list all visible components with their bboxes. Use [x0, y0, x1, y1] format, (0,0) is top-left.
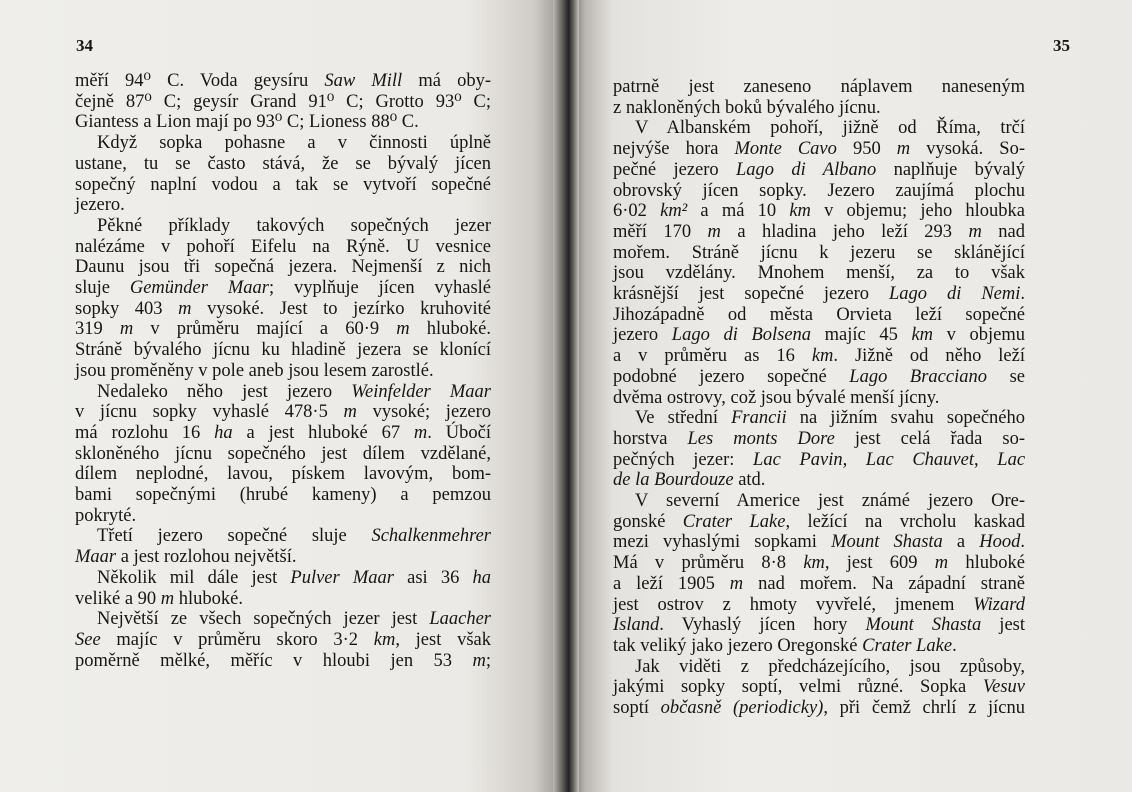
text-line: bami sopečnými (hrubé kameny) a pemzou	[75, 485, 491, 506]
text-line: Giantess a Lion mají po 93⁰ C; Lioness 88⁰ C.	[75, 112, 419, 133]
text-line: jezero Lago di Bolsena majíc 45 km v objemu	[613, 325, 1026, 346]
text-line: See majíc v průměru skoro 3·2 km, jest však	[75, 629, 491, 650]
right-page	[568, 0, 1132, 792]
book-gutter	[553, 0, 579, 792]
text-line: nejvýše hora Monte Cavo 950 m vysoká. So-	[613, 139, 1025, 160]
text-line: jezero.	[75, 195, 125, 216]
text-line: z nakloněných boků bývalého jícnu.	[613, 97, 881, 118]
text-line: obrovský jícen sopky. Jezero zaujímá plochu	[613, 180, 1025, 201]
text-line: V severní Americe jest známé jezero Ore-	[635, 491, 1025, 512]
text-line: sluje Gemünder Maar; vyplňuje jícen vyhaslé	[75, 278, 491, 299]
text-line: měří 170 m a hladina jeho leží 293 m nad	[613, 221, 1026, 242]
text-line: jsou proměněny v pole aneb jsou lesem zarostlé.	[75, 360, 434, 381]
text-line: a v průměru as 16 km. Jižně od něho leží	[613, 346, 1025, 367]
text-line: podobné jezero sopečné Lago Bracciano se	[613, 366, 1025, 387]
text-line: mořem. Stráně jícnu k jezeru se sklánějící	[613, 242, 1025, 263]
text-line: poměrně mělké, měříc v hloubi jen 53 m;	[75, 650, 491, 671]
text-line: 319 m v průměru mající a 60·9 m hluboké.	[75, 319, 491, 340]
page-text	[75, 71, 491, 671]
text-line: soptí občasně (periodicky), při čemž chrlí z jícnu	[613, 698, 1025, 719]
text-line: pečných jezer: Lac Pavin, Lac Chauvet, Lac	[613, 449, 1026, 470]
text-line: Jihozápadně od města Orvieta leží sopečné	[613, 304, 1025, 325]
text-line: Pěkné příklady takových sopečných jezer	[97, 215, 491, 236]
text-line: Jak viděti z předcházejícího, jsou způsoby,	[635, 656, 1025, 677]
text-line: skloněného jícnu sopečného jest dílem vzdělané,	[75, 443, 491, 464]
page-text	[613, 77, 1025, 719]
text-line: pokryté.	[75, 505, 137, 526]
text-line: patrně jest zaneseno náplavem naneseným	[613, 77, 1025, 97]
text-line: jsou vzdělány. Mnohem menší, za to však	[613, 263, 1025, 284]
text-line: tak veliký jako jezero Oregonské Crater Lake.	[613, 635, 957, 656]
text-line: krásnější jest sopečné jezero Lago di Nemi.	[613, 284, 1025, 305]
text-line: ustane, tu se často stává, že se bývalý jícen	[75, 153, 491, 174]
text-line: Island. Vyhaslý jícen hory Mount Shasta jest	[613, 615, 1026, 636]
text-line: horstva Les monts Dore jest celá řada so-	[613, 428, 1025, 449]
text-line: Nedaleko něho jest jezero Weinfelder Maar	[97, 381, 491, 402]
text-line: Ve střední Francii na jižním svahu sopečného	[635, 408, 1025, 429]
text-line: mezi vyhaslými sopkami Mount Shasta a Hood.	[613, 532, 1025, 553]
text-line: Největší ze všech sopečných jezer jest Laacher	[97, 609, 491, 630]
text-line: dvěma ostrovy, což jsou bývalé menší jícny.	[613, 387, 940, 408]
page-number: 35	[1053, 36, 1070, 55]
text-line: v jícnu sopky vyhaslé 478·5 m vysoké; jezero	[75, 402, 491, 423]
text-line: a leží 1905 m nad mořem. Na západní straně	[613, 573, 1025, 594]
text-line: V Albanském pohoří, jižně od Říma, trčí	[635, 118, 1025, 139]
page-number: 34	[76, 36, 93, 55]
text-line: sopečný naplní vodou a tak se vytvoří sopečné	[75, 174, 491, 195]
text-line: měří 94⁰ C. Voda geysíru Saw Mill má oby-	[75, 71, 491, 91]
text-line: dílem neplodné, lavou, pískem lavovým, bom-	[75, 464, 491, 485]
text-line: jakými sopky soptí, velmi různé. Sopka Vesuv	[613, 677, 1025, 698]
text-line: Třetí jezero sopečné sluje Schalkenmehrer	[97, 526, 491, 547]
text-line: 6·02 km² a má 10 km v objemu; jeho hloubka	[613, 201, 1025, 222]
text-line: Má v průměru 8·8 km, jest 609 m hluboké	[613, 553, 1025, 574]
text-line: má rozlohu 16 ha a jest hluboké 67 m. Úbočí	[75, 422, 491, 443]
text-line: jest ostrov z hmoty vyvřelé, jmenem Wizard	[613, 594, 1025, 615]
text-line: Stráně bývalého jícnu ku hladině jezera se klonící	[75, 340, 491, 361]
text-line: nalézáme v pohoří Eifelu na Rýně. U vesnice	[75, 236, 491, 257]
text-line: de la Bourdouze atd.	[613, 470, 766, 491]
text-line: sopky 403 m vysoké. Jest to jezírko kruhovité	[75, 298, 491, 319]
text-line: Několik mil dále jest Pulver Maar asi 36 ha	[97, 567, 491, 588]
text-line: pečné jezero Lago di Albano naplňuje bývalý	[613, 159, 1025, 180]
text-line: čejně 87⁰ C; geysír Grand 91⁰ C; Grotto 93⁰ C;	[75, 91, 491, 112]
text-line: veliké a 90 m hluboké.	[75, 588, 244, 609]
text-line: Když sopka pohasne a v činnosti úplně	[97, 133, 491, 154]
text-line: gonské Crater Lake, ležící na vrcholu kaskad	[613, 511, 1025, 532]
text-line: Daunu jsou tři sopečná jezera. Nejmenší z nich	[75, 257, 491, 278]
text-line: Maar a jest rozlohou největší.	[75, 547, 297, 568]
